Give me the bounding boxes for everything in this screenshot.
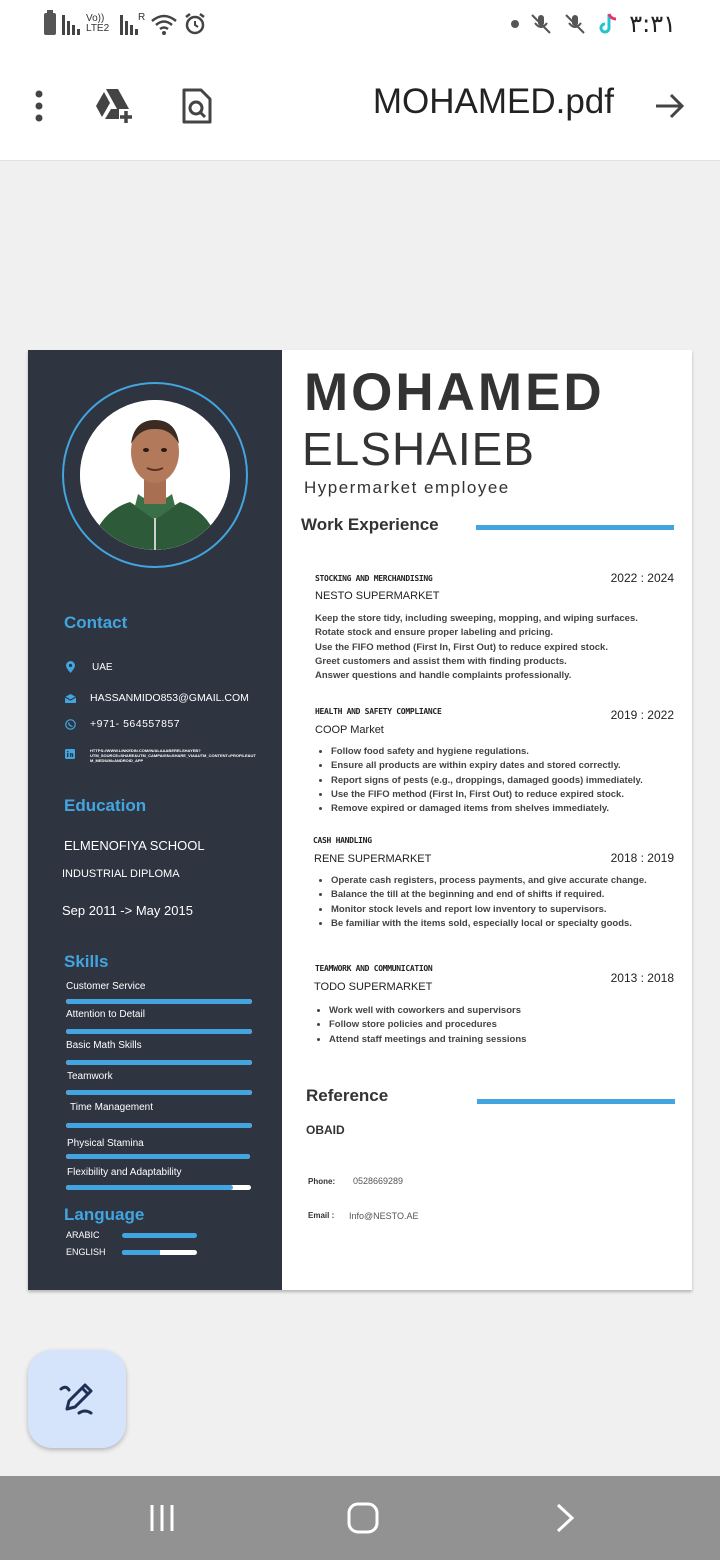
linkedin-url[interactable] (90, 748, 256, 763)
job-bullet: • Follow store policies and procedures (329, 1018, 687, 1032)
arrow-forward-icon[interactable] (646, 82, 694, 130)
job-bullet: • Report signs of pests (e.g., droppings, damaged goods) immediately. (331, 774, 689, 788)
document-title: MOHAMED.pdf (372, 82, 614, 121)
job-line: Greet customers and assist them with finding products. (315, 655, 567, 667)
avatar (80, 400, 230, 550)
battery-icon (44, 13, 56, 35)
profile-photo (80, 400, 230, 550)
job-bullets (313, 1004, 687, 1047)
job-bullet: • Balance the till at the beginning and end of shifts if required. (331, 888, 689, 902)
job-bullet: • Follow food safety and hygiene regulations. (331, 745, 689, 759)
job-bullet: • Attend staff meetings and training sessions (329, 1033, 687, 1047)
skill-bar (66, 1029, 252, 1034)
contact-phone (64, 718, 180, 730)
signal-icon-2 (120, 13, 138, 35)
phone-icon (64, 718, 76, 730)
job-title: CASH HANDLING (313, 836, 372, 845)
job-company: COOP Market (315, 724, 384, 736)
job-bullets (315, 874, 689, 931)
pdf-viewer[interactable] (0, 161, 720, 1476)
work-experience-rule (476, 525, 674, 530)
wifi-icon (151, 13, 177, 35)
job-line: Use the FIFO method (First In, First Out) to reduce expired stock. (315, 641, 608, 653)
status-bar (0, 0, 720, 52)
reference-heading: Reference (306, 1086, 389, 1105)
reference-name: OBAID (306, 1123, 345, 1137)
contact-location (64, 661, 113, 673)
last-name: ELSHAIEB (302, 423, 535, 475)
skill-bar (66, 1154, 250, 1159)
tiktok-icon (597, 12, 619, 36)
job-line: Keep the store tidy, including sweeping, mopping, and wiping surfaces. (315, 613, 638, 624)
skill-bar (66, 1060, 252, 1065)
location-pin-icon (64, 661, 76, 673)
language-heading: Language (64, 1205, 145, 1224)
job-dates: 2022 : 2024 (610, 571, 674, 585)
skills-heading: Skills (64, 952, 109, 971)
job-company: RENE SUPERMARKET (314, 853, 432, 865)
skill-label: Customer Service (66, 981, 146, 992)
job-title: HEALTH AND SAFETY COMPLIANCE (315, 707, 442, 716)
phone-text: +971- 564557857 (90, 718, 181, 730)
location-text: UAE (92, 661, 113, 673)
clock: ٣:٣١ (629, 10, 676, 38)
skill-label: Teamwork (67, 1071, 113, 1082)
job-description (315, 612, 675, 683)
contact-linkedin (64, 748, 256, 763)
dot-icon (511, 20, 519, 28)
back-icon[interactable] (543, 1496, 587, 1540)
skill-label: Attention to Detail (66, 1009, 145, 1020)
skill-bar (66, 999, 252, 1004)
job-company: NESTO SUPERMARKET (315, 590, 440, 602)
job-bullet: • Work well with coworkers and supervisors (329, 1004, 687, 1018)
skill-label: Time Management (70, 1102, 153, 1113)
status-right (511, 10, 676, 38)
job-bullet: • Operate cash registers, process payments, and give accurate change. (331, 874, 689, 888)
recents-icon[interactable] (140, 1496, 184, 1540)
linkedin-icon (64, 748, 76, 760)
reference-email: Info@NESTO.AE (349, 1211, 419, 1221)
skill-bar (66, 1185, 251, 1190)
skill-label: Flexibility and Adaptability (67, 1167, 182, 1178)
email-icon (64, 692, 76, 704)
roaming-label: R (138, 12, 146, 23)
job-bullet: • Monitor stock levels and report low inventory to supervisors. (331, 903, 689, 917)
skill-bar-fill (66, 1123, 252, 1128)
work-experience-heading: Work Experience (301, 515, 439, 534)
skill-bar-fill (66, 1185, 233, 1190)
email-text: HASSANMIDO853@GMAIL.COM (90, 692, 249, 704)
alarm-icon (183, 12, 207, 36)
linkedin-url-line: M_MEDIUM=ANDROID_APP (90, 758, 144, 763)
first-name: MOHAMED (304, 363, 605, 422)
mic-off-icon-2 (563, 12, 587, 36)
job-title: TEAMWORK AND COMMUNICATION (315, 964, 433, 973)
mic-off-icon (529, 12, 553, 36)
edit-fab[interactable] (28, 1350, 126, 1448)
skill-label: Physical Stamina (67, 1138, 144, 1149)
job-bullet: • Use the FIFO method (First In, First Out) to reduce expired stock. (331, 788, 689, 802)
volte-label: Vo)) LTE2 (86, 13, 110, 34)
language-label: ENGLISH (66, 1247, 106, 1257)
pdf-page (28, 350, 692, 1290)
resume-main (282, 350, 692, 1290)
skill-bar-fill (66, 1154, 250, 1159)
job-title: STOCKING AND MERCHANDISING (315, 574, 433, 583)
skill-bar-fill (66, 1060, 252, 1065)
skill-bar (66, 1123, 252, 1128)
job-role: Hypermarket employee (304, 478, 510, 497)
resume-sidebar (28, 350, 282, 1290)
skill-bar-fill (66, 1090, 252, 1095)
reference-email-label: Email : (308, 1211, 335, 1220)
education-heading: Education (64, 796, 147, 815)
job-bullet: • Be familiar with the items sold, especially local or specialty goods. (331, 917, 689, 931)
skill-bar-fill (66, 1029, 252, 1034)
pdf-toolbar (0, 52, 720, 161)
job-bullet: • Ensure all products are within expiry dates and stored correctly. (331, 759, 689, 773)
language-label: ARABIC (66, 1230, 100, 1240)
job-line: Answer questions and handle complaints professionally. (315, 670, 572, 682)
reference-phone-label: Phone: (308, 1177, 336, 1186)
edit-pen-icon (57, 1379, 97, 1419)
job-bullets (315, 745, 689, 816)
language-bar-fill (122, 1250, 160, 1255)
language-bar (122, 1250, 197, 1255)
status-left (44, 12, 207, 36)
home-icon[interactable] (341, 1496, 385, 1540)
linkedin-url-line: UTM_SOURCE=SHARE&UTM_CAMPAIGN=SHARE_VIA&UTM_CONTENT=PROFILE&UT (90, 753, 256, 758)
reference-phone: 0528669289 (353, 1176, 404, 1186)
job-bullet: • Remove expired or damaged items from shelves immediately. (331, 802, 689, 816)
education-degree: INDUSTRIAL DIPLOMA (62, 868, 180, 880)
signal-icon (62, 13, 80, 35)
job-dates: 2018 : 2019 (610, 851, 674, 865)
skill-bar-fill (66, 999, 252, 1004)
contact-email (64, 692, 249, 704)
more-vert-icon[interactable] (15, 82, 63, 130)
job-company: TODO SUPERMARKET (314, 981, 433, 993)
language-bar-fill (122, 1233, 197, 1238)
job-dates: 2019 : 2022 (610, 708, 674, 722)
drive-add-icon[interactable] (90, 82, 138, 130)
education-period: Sep 2011 -> May 2015 (62, 903, 193, 918)
file-search-icon[interactable] (173, 82, 221, 130)
job-dates: 2013 : 2018 (610, 971, 674, 985)
contact-heading: Contact (64, 613, 128, 632)
skill-label: Basic Math Skills (66, 1040, 142, 1051)
linkedin-url-line: HTTPS://WWW.LINKEDIN.COM/IN/ALAAABERELSHAYEB? (90, 748, 201, 753)
job-line: Rotate stock and ensure proper labeling and pricing. (315, 627, 554, 639)
language-bar (122, 1233, 197, 1238)
education-school: ELMENOFIYA SCHOOL (64, 838, 205, 853)
skill-bar (66, 1090, 252, 1095)
system-nav-bar (0, 1476, 720, 1560)
reference-rule (477, 1099, 675, 1104)
